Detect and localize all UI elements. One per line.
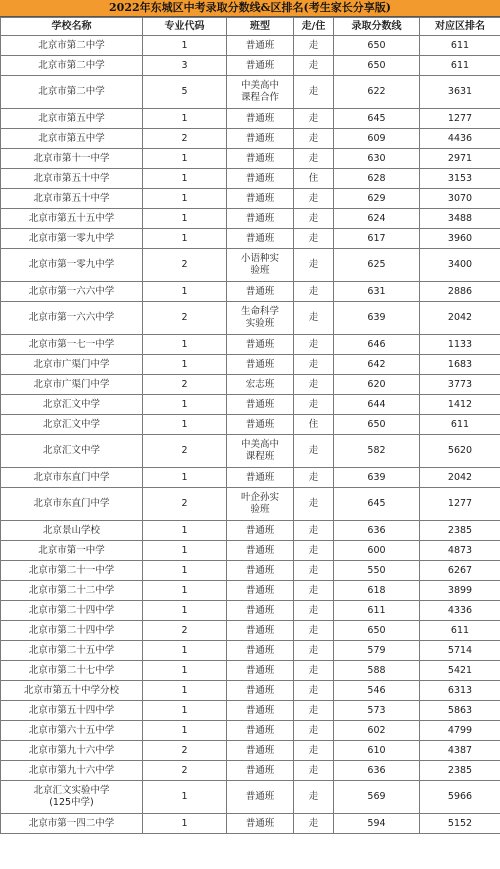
cell-rank: 3773 — [420, 375, 500, 395]
cell-code: 1 — [143, 814, 227, 834]
cell-boarding: 走 — [294, 581, 334, 601]
cell-score: 636 — [334, 761, 420, 781]
cell-boarding: 走 — [294, 189, 334, 209]
cell-rank: 4387 — [420, 741, 500, 761]
table-row — [1, 189, 500, 209]
cell-school: 北京汇文中学 — [1, 435, 143, 468]
cell-rank: 3488 — [420, 209, 500, 229]
cell-class-type: 中美高中 课程班 — [227, 435, 294, 468]
table-row — [1, 681, 500, 701]
cell-score: 594 — [334, 814, 420, 834]
table-row — [1, 435, 500, 468]
header-school: 学校名称 — [1, 18, 143, 36]
cell-boarding: 走 — [294, 355, 334, 375]
cell-school: 北京汇文中学 — [1, 415, 143, 435]
cell-code: 1 — [143, 721, 227, 741]
cell-code: 1 — [143, 468, 227, 488]
cell-code: 2 — [143, 129, 227, 149]
table-row — [1, 129, 500, 149]
cell-code: 2 — [143, 249, 227, 282]
cell-school: 北京市第一零九中学 — [1, 229, 143, 249]
cell-rank: 2042 — [420, 302, 500, 335]
table-row — [1, 561, 500, 581]
cell-code: 2 — [143, 621, 227, 641]
cell-school: 北京市第二十五中学 — [1, 641, 143, 661]
cell-rank: 4336 — [420, 601, 500, 621]
cell-score: 628 — [334, 169, 420, 189]
header-rank: 对应区排名 — [420, 18, 500, 36]
cell-code: 1 — [143, 282, 227, 302]
table-row — [1, 395, 500, 415]
cell-rank: 5966 — [420, 781, 500, 814]
sheet-title: 2022年东城区中考录取分数线&区排名(考生家长分享版) — [0, 0, 500, 17]
cell-score: 646 — [334, 335, 420, 355]
cell-class-type: 普通班 — [227, 395, 294, 415]
cell-score: 650 — [334, 415, 420, 435]
table-row — [1, 335, 500, 355]
cell-school: 北京市第九十六中学 — [1, 741, 143, 761]
cell-boarding: 走 — [294, 302, 334, 335]
cell-school: 北京市第一六六中学 — [1, 302, 143, 335]
cell-rank: 5620 — [420, 435, 500, 468]
cell-code: 1 — [143, 781, 227, 814]
cell-class-type: 小语种实 验班 — [227, 249, 294, 282]
table-row — [1, 761, 500, 781]
table-row — [1, 468, 500, 488]
cell-boarding: 住 — [294, 169, 334, 189]
cell-rank: 2971 — [420, 149, 500, 169]
cell-score: 639 — [334, 468, 420, 488]
cell-school: 北京市第五十四中学 — [1, 701, 143, 721]
cell-school: 北京市第五十五中学 — [1, 209, 143, 229]
cell-score: 620 — [334, 375, 420, 395]
table-row — [1, 209, 500, 229]
cell-boarding: 走 — [294, 761, 334, 781]
cell-boarding: 走 — [294, 601, 334, 621]
cell-class-type: 普通班 — [227, 741, 294, 761]
table-row — [1, 249, 500, 282]
cell-score: 630 — [334, 149, 420, 169]
cell-rank: 611 — [420, 415, 500, 435]
cell-rank: 3899 — [420, 581, 500, 601]
cell-code: 2 — [143, 761, 227, 781]
table-row — [1, 229, 500, 249]
cell-class-type: 宏志班 — [227, 375, 294, 395]
cell-school: 北京市第一中学 — [1, 541, 143, 561]
cell-rank: 611 — [420, 621, 500, 641]
cell-school: 北京市广渠门中学 — [1, 355, 143, 375]
cell-class-type: 普通班 — [227, 129, 294, 149]
cell-code: 1 — [143, 661, 227, 681]
cell-school: 北京市第二十一中学 — [1, 561, 143, 581]
table-row — [1, 302, 500, 335]
cell-boarding: 走 — [294, 781, 334, 814]
cell-score: 645 — [334, 109, 420, 129]
cell-code: 1 — [143, 395, 227, 415]
cell-class-type: 普通班 — [227, 781, 294, 814]
cell-rank: 3153 — [420, 169, 500, 189]
cell-boarding: 走 — [294, 149, 334, 169]
cell-score: 588 — [334, 661, 420, 681]
cell-boarding: 走 — [294, 561, 334, 581]
cell-school: 北京市第一六六中学 — [1, 282, 143, 302]
table-row — [1, 814, 500, 834]
cell-code: 1 — [143, 561, 227, 581]
table-row — [1, 76, 500, 109]
cell-score: 642 — [334, 355, 420, 375]
cell-boarding: 走 — [294, 814, 334, 834]
cell-rank: 1277 — [420, 488, 500, 521]
cell-school: 北京市第六十五中学 — [1, 721, 143, 741]
cell-rank: 3400 — [420, 249, 500, 282]
table-row — [1, 56, 500, 76]
cell-score: 639 — [334, 302, 420, 335]
cell-school: 北京市第九十六中学 — [1, 761, 143, 781]
cell-class-type: 普通班 — [227, 415, 294, 435]
cell-code: 3 — [143, 56, 227, 76]
cell-class-type: 普通班 — [227, 661, 294, 681]
cell-score: 617 — [334, 229, 420, 249]
cell-score: 602 — [334, 721, 420, 741]
table-row — [1, 109, 500, 129]
cell-code: 1 — [143, 355, 227, 375]
cell-class-type: 普通班 — [227, 36, 294, 56]
cell-boarding: 走 — [294, 395, 334, 415]
table-row — [1, 521, 500, 541]
cell-score: 629 — [334, 189, 420, 209]
header-boarding: 走/住 — [294, 18, 334, 36]
cell-boarding: 住 — [294, 415, 334, 435]
cell-class-type: 普通班 — [227, 169, 294, 189]
cell-rank: 5421 — [420, 661, 500, 681]
cell-boarding: 走 — [294, 249, 334, 282]
cell-code: 1 — [143, 701, 227, 721]
cell-class-type: 普通班 — [227, 641, 294, 661]
table-row — [1, 641, 500, 661]
cell-class-type: 普通班 — [227, 581, 294, 601]
cell-class-type: 普通班 — [227, 209, 294, 229]
cell-school: 北京市第一四二中学 — [1, 814, 143, 834]
cell-code: 1 — [143, 415, 227, 435]
cell-score: 650 — [334, 56, 420, 76]
cell-school: 北京市第十一中学 — [1, 149, 143, 169]
cell-class-type: 叶企孙实 验班 — [227, 488, 294, 521]
cell-boarding: 走 — [294, 375, 334, 395]
cell-school: 北京市第五十中学分校 — [1, 681, 143, 701]
cell-rank: 4436 — [420, 129, 500, 149]
cell-code: 1 — [143, 541, 227, 561]
cell-school: 北京市第二十四中学 — [1, 621, 143, 641]
cell-boarding: 走 — [294, 641, 334, 661]
table-row — [1, 415, 500, 435]
cell-boarding: 走 — [294, 229, 334, 249]
cell-class-type: 普通班 — [227, 149, 294, 169]
cell-boarding: 走 — [294, 521, 334, 541]
cell-score: 636 — [334, 521, 420, 541]
cell-class-type: 普通班 — [227, 189, 294, 209]
header-score: 录取分数线 — [334, 18, 420, 36]
cell-code: 2 — [143, 302, 227, 335]
cell-rank: 6313 — [420, 681, 500, 701]
table-body — [1, 36, 500, 834]
cell-school: 北京市第二中学 — [1, 76, 143, 109]
cell-rank: 4799 — [420, 721, 500, 741]
table-row — [1, 661, 500, 681]
cell-class-type: 普通班 — [227, 621, 294, 641]
cell-class-type: 普通班 — [227, 521, 294, 541]
cell-score: 631 — [334, 282, 420, 302]
cell-class-type: 普通班 — [227, 601, 294, 621]
cell-class-type: 普通班 — [227, 561, 294, 581]
cell-school: 北京市第五十中学 — [1, 189, 143, 209]
cell-school: 北京市东直门中学 — [1, 468, 143, 488]
cell-school: 北京汇文实验中学 (125中学) — [1, 781, 143, 814]
cell-score: 624 — [334, 209, 420, 229]
cell-boarding: 走 — [294, 109, 334, 129]
cell-class-type: 普通班 — [227, 355, 294, 375]
cell-class-type: 普通班 — [227, 229, 294, 249]
cell-rank: 2042 — [420, 468, 500, 488]
cell-boarding: 走 — [294, 468, 334, 488]
cell-score: 618 — [334, 581, 420, 601]
cell-code: 1 — [143, 641, 227, 661]
cell-score: 650 — [334, 621, 420, 641]
cell-rank: 1277 — [420, 109, 500, 129]
cell-boarding: 走 — [294, 335, 334, 355]
cell-boarding: 走 — [294, 129, 334, 149]
table-row — [1, 581, 500, 601]
table-row — [1, 601, 500, 621]
table-row — [1, 781, 500, 814]
cell-score: 611 — [334, 601, 420, 621]
cell-class-type: 普通班 — [227, 468, 294, 488]
cell-score: 550 — [334, 561, 420, 581]
cell-score: 600 — [334, 541, 420, 561]
cell-rank: 611 — [420, 56, 500, 76]
cell-score: 573 — [334, 701, 420, 721]
table-header-row — [1, 18, 500, 36]
cell-school: 北京市第二十二中学 — [1, 581, 143, 601]
cell-class-type: 普通班 — [227, 721, 294, 741]
cell-class-type: 普通班 — [227, 701, 294, 721]
cell-boarding: 走 — [294, 76, 334, 109]
cell-code: 1 — [143, 149, 227, 169]
cell-rank: 2886 — [420, 282, 500, 302]
table-row — [1, 36, 500, 56]
table-row — [1, 375, 500, 395]
cell-school: 北京市第二中学 — [1, 36, 143, 56]
cell-school: 北京市广渠门中学 — [1, 375, 143, 395]
cell-boarding: 走 — [294, 435, 334, 468]
cell-rank: 3070 — [420, 189, 500, 209]
cell-score: 609 — [334, 129, 420, 149]
cell-code: 2 — [143, 435, 227, 468]
cell-code: 1 — [143, 581, 227, 601]
cell-rank: 1133 — [420, 335, 500, 355]
table-row — [1, 169, 500, 189]
table-row — [1, 621, 500, 641]
cell-rank: 2385 — [420, 521, 500, 541]
cell-code: 1 — [143, 601, 227, 621]
cell-boarding: 走 — [294, 541, 334, 561]
table-row — [1, 741, 500, 761]
table-row — [1, 282, 500, 302]
cell-rank: 5152 — [420, 814, 500, 834]
cell-boarding: 走 — [294, 621, 334, 641]
cell-class-type: 普通班 — [227, 761, 294, 781]
cell-boarding: 走 — [294, 701, 334, 721]
cell-boarding: 走 — [294, 721, 334, 741]
cell-code: 1 — [143, 169, 227, 189]
table-row — [1, 149, 500, 169]
table-row — [1, 721, 500, 741]
cell-class-type: 普通班 — [227, 109, 294, 129]
cell-boarding: 走 — [294, 488, 334, 521]
table-row — [1, 701, 500, 721]
table-row — [1, 488, 500, 521]
table-row — [1, 355, 500, 375]
cell-rank: 4873 — [420, 541, 500, 561]
cell-score: 579 — [334, 641, 420, 661]
cell-class-type: 普通班 — [227, 541, 294, 561]
cell-class-type: 普通班 — [227, 681, 294, 701]
cell-school: 北京汇文中学 — [1, 395, 143, 415]
cell-boarding: 走 — [294, 36, 334, 56]
cell-code: 5 — [143, 76, 227, 109]
cell-rank: 1683 — [420, 355, 500, 375]
cell-class-type: 普通班 — [227, 335, 294, 355]
cell-rank: 611 — [420, 36, 500, 56]
cell-code: 1 — [143, 189, 227, 209]
cell-rank: 2385 — [420, 761, 500, 781]
cell-score: 582 — [334, 435, 420, 468]
cell-score: 610 — [334, 741, 420, 761]
cell-class-type: 普通班 — [227, 56, 294, 76]
cell-rank: 5863 — [420, 701, 500, 721]
cell-school: 北京市第二十七中学 — [1, 661, 143, 681]
cell-boarding: 走 — [294, 282, 334, 302]
cell-code: 1 — [143, 36, 227, 56]
cell-score: 625 — [334, 249, 420, 282]
cell-boarding: 走 — [294, 209, 334, 229]
cell-code: 1 — [143, 109, 227, 129]
cell-school: 北京市第二中学 — [1, 56, 143, 76]
cell-school: 北京市第一七一中学 — [1, 335, 143, 355]
cell-code: 1 — [143, 229, 227, 249]
cell-boarding: 走 — [294, 681, 334, 701]
cell-score: 546 — [334, 681, 420, 701]
cell-code: 2 — [143, 375, 227, 395]
cell-boarding: 走 — [294, 741, 334, 761]
cell-rank: 1412 — [420, 395, 500, 415]
cell-score: 569 — [334, 781, 420, 814]
table-row — [1, 541, 500, 561]
cell-school: 北京市第二十四中学 — [1, 601, 143, 621]
cell-code: 1 — [143, 681, 227, 701]
cell-school: 北京市东直门中学 — [1, 488, 143, 521]
cell-class-type: 中美高中 课程合作 — [227, 76, 294, 109]
header-class-type: 班型 — [227, 18, 294, 36]
cell-rank: 5714 — [420, 641, 500, 661]
cell-class-type: 普通班 — [227, 814, 294, 834]
cell-rank: 3960 — [420, 229, 500, 249]
header-code: 专业代码 — [143, 18, 227, 36]
cell-class-type: 生命科学 实验班 — [227, 302, 294, 335]
cell-score: 645 — [334, 488, 420, 521]
cell-score: 650 — [334, 36, 420, 56]
cell-boarding: 走 — [294, 661, 334, 681]
cell-code: 1 — [143, 209, 227, 229]
cell-school: 北京市第五中学 — [1, 109, 143, 129]
cell-rank: 3631 — [420, 76, 500, 109]
cell-boarding: 走 — [294, 56, 334, 76]
cell-code: 1 — [143, 335, 227, 355]
cell-school: 北京市第一零九中学 — [1, 249, 143, 282]
cell-rank: 6267 — [420, 561, 500, 581]
cell-score: 622 — [334, 76, 420, 109]
cell-code: 2 — [143, 488, 227, 521]
cell-school: 北京市第五中学 — [1, 129, 143, 149]
cell-score: 644 — [334, 395, 420, 415]
cell-code: 2 — [143, 741, 227, 761]
cell-class-type: 普通班 — [227, 282, 294, 302]
cell-school: 北京市第五十中学 — [1, 169, 143, 189]
cell-code: 1 — [143, 521, 227, 541]
admission-score-table — [0, 17, 500, 834]
cell-school: 北京景山学校 — [1, 521, 143, 541]
